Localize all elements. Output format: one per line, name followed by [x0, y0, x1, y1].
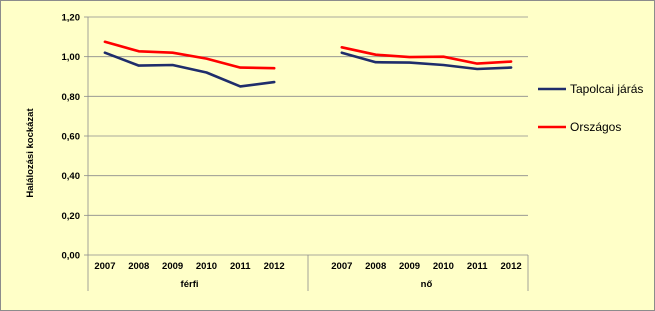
x-tick-label: 2008: [365, 261, 387, 272]
legend: [538, 82, 643, 134]
y-tick-label: 0,00: [61, 250, 80, 262]
x-tick-label: 2010: [432, 261, 454, 272]
group-label: nő: [420, 279, 433, 290]
x-tick-label: 2010: [195, 261, 218, 272]
y-tick-label: 1,00: [61, 52, 80, 64]
y-tick-label: 0,60: [61, 131, 80, 143]
group-label: férfi: [180, 279, 199, 290]
y-tick-label: 0,40: [61, 171, 80, 183]
y-axis-title: Halálozási kockázat: [25, 108, 36, 198]
y-tick-label: 1,20: [61, 12, 80, 24]
x-tick-label: 2009: [398, 261, 421, 272]
legend-label: Országos: [570, 120, 622, 134]
x-tick-label: 2007: [94, 261, 116, 272]
y-tick-label: 0,20: [61, 210, 80, 222]
x-tick-label: 2012: [263, 261, 285, 272]
x-tick-label: 2012: [500, 261, 522, 272]
x-tick-label: 2011: [229, 261, 251, 272]
x-tick-label: 2007: [331, 261, 353, 272]
x-tick-label: 2011: [466, 261, 488, 272]
x-tick-label: 2009: [162, 261, 184, 272]
legend-label: Tapolcai járás: [570, 82, 644, 96]
y-tick-label: 0,80: [61, 91, 80, 103]
x-tick-label: 2008: [128, 261, 150, 272]
